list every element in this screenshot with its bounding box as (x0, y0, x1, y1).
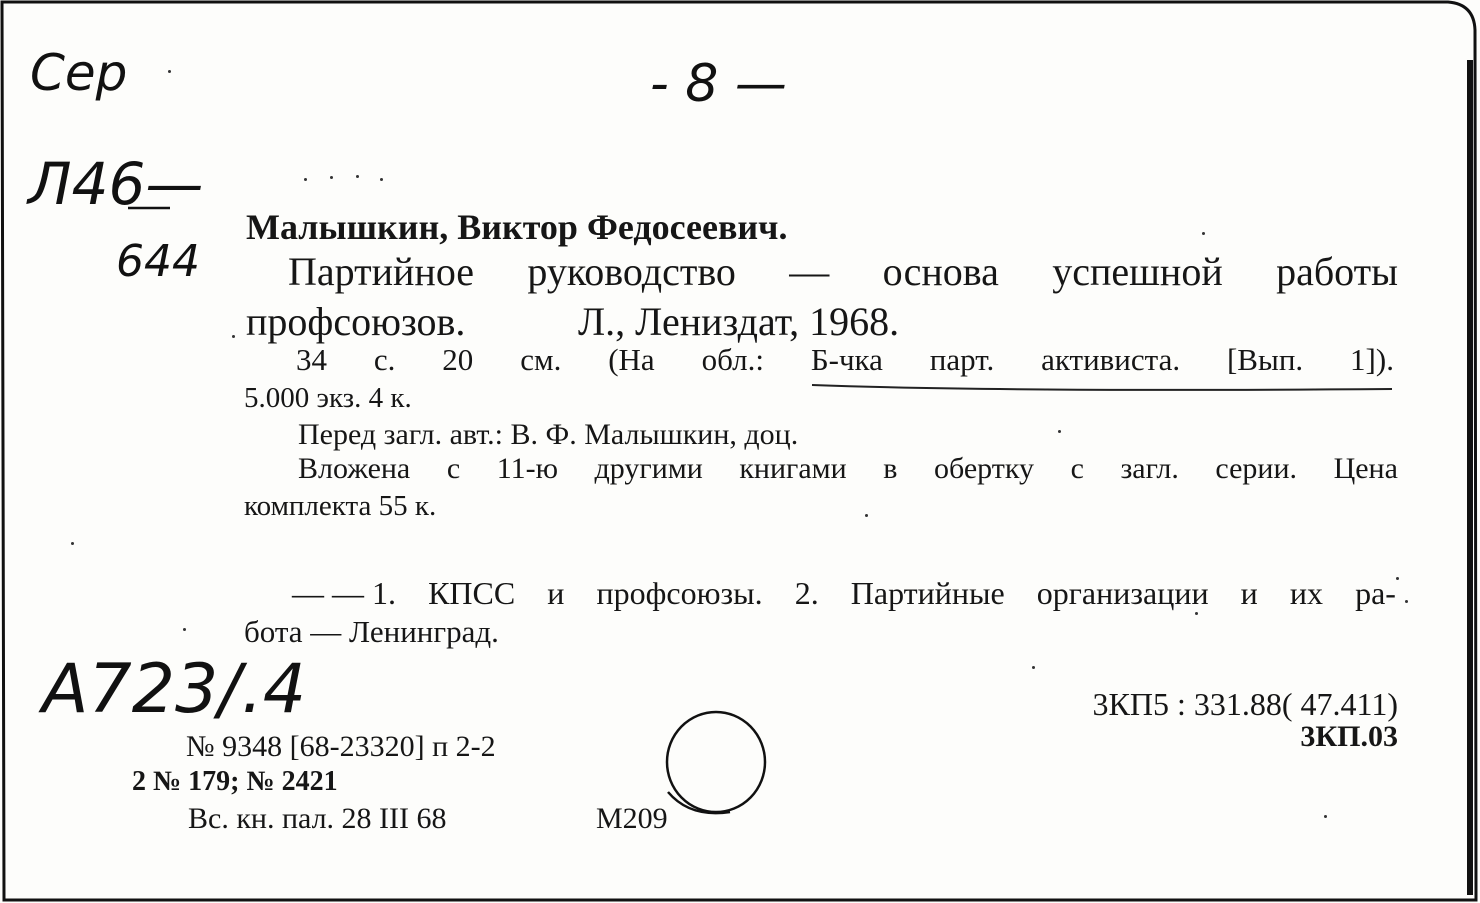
title-line-1 (288, 248, 1398, 295)
title-word: основа (882, 249, 999, 294)
handwritten-shelf-mark: Л46— (28, 150, 204, 218)
series-underline (812, 385, 1392, 390)
note-binding-line-2: комплекта 55 к. (244, 490, 437, 522)
title-word: руководство (527, 249, 736, 294)
title-word: Партийное (288, 249, 475, 294)
handwritten-series-mark: Сер (30, 44, 128, 102)
collation-line-2: 5.000 экз. 4 к. (244, 382, 412, 414)
handwritten-shelf-number: 644 (116, 236, 200, 287)
author-heading: Малышкин, Виктор Федосеевич. (246, 207, 788, 247)
handwritten-page-number: - 8 — (650, 54, 787, 114)
footer-print-code: М209 (596, 802, 668, 835)
note-author: Перед загл. авт.: В. Ф. Малышкин, доц. (298, 418, 799, 451)
subjects-line-1: — — 1. КПСС и профсоюзы. 2. Партийные организации и их ра- (292, 575, 1396, 611)
footer-record-number: № 9348 [68-23320] п 2-2 (186, 730, 496, 763)
footer-card-numbers: 2 № 179; № 2421 (132, 766, 338, 797)
subjects-line-2: бота — Ленинград. (244, 614, 499, 649)
classification-code-secondary: 3КП.03 (1300, 720, 1398, 753)
handwritten-inventory-number: А723/.4 (42, 650, 307, 729)
imprint: Л., Лениздат, 1968. (578, 299, 900, 344)
collation-line-1: 34 с. 20 см. (На обл.: Б-чка парт. активиста. [Вып. 1]). (296, 342, 1394, 377)
stamp-circle (667, 712, 765, 812)
classification-code: 3КП5 : 331.88( 47.411) (1092, 686, 1398, 722)
title-word: — (789, 249, 830, 294)
title-word: работы (1276, 249, 1398, 294)
footer-chamber-date: Вс. кн. пал. 28 III 68 (188, 802, 447, 835)
note-binding-line-1: Вложена с 11-ю другими книгами в обертку с загл. серии. Цена (298, 452, 1398, 485)
title-word: успешной (1052, 249, 1223, 294)
title-line-2: профсоюзов. (246, 299, 466, 344)
